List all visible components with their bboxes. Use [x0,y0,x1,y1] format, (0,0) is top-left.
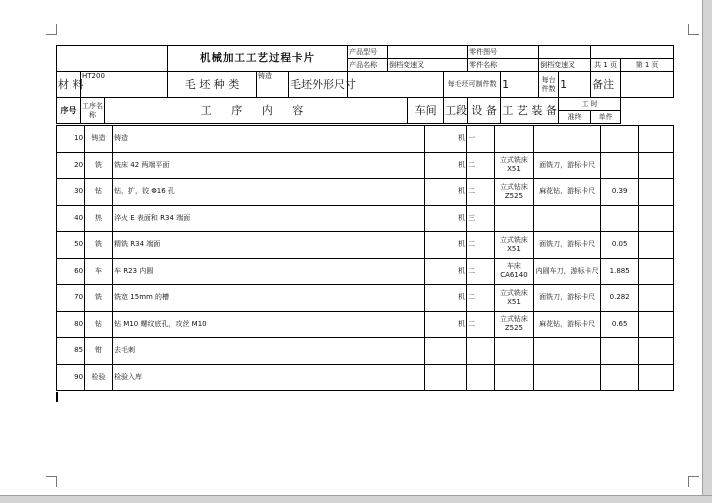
op-prep[interactable]: 0.65 [601,311,638,338]
op-equipment[interactable]: 立式铣床 X51 [495,152,534,179]
op-content[interactable]: 淬火 E 表面和 R34 端面 [113,205,425,232]
total-pages: 共 1 页 [591,59,621,72]
op-prep[interactable]: 0.05 [601,232,638,259]
op-workshop[interactable]: 机 [425,205,467,232]
op-unit[interactable] [638,364,673,391]
col-header-content: 工 序 内 容 [105,98,408,124]
crop-mark-bottom-left [46,476,57,487]
op-name[interactable]: 热 [85,205,113,232]
operation-row [57,205,674,232]
op-seq[interactable]: 40 [57,205,85,232]
op-content[interactable]: 铣床 42 两端平面 [113,152,425,179]
op-section[interactable]: 二 [467,285,495,312]
op-unit[interactable] [638,232,673,259]
horizontal-scrollbar[interactable] [0,495,712,503]
op-equipment[interactable] [495,364,534,391]
product-name-label: 产品名称 [348,59,388,72]
op-workshop[interactable]: 机 [425,258,467,285]
op-equipment[interactable] [495,338,534,365]
op-prep[interactable] [601,152,638,179]
product-model-label: 产品型号 [348,46,388,59]
blank-type-value[interactable]: 铸造 [257,72,289,98]
op-workshop[interactable]: 机 [425,126,467,153]
blank-dims-value[interactable] [348,72,444,98]
op-content[interactable]: 钻 M10 螺纹底孔，攻丝 M10 [113,311,425,338]
op-workshop[interactable]: 机 [425,311,467,338]
operation-row [57,232,674,259]
part-name-label: 零件名称 [468,59,539,72]
op-prep[interactable] [601,338,638,365]
op-content[interactable]: 铣宽 15mm 的槽 [113,285,425,312]
op-content[interactable]: 精铣 R34 端面 [113,232,425,259]
col-header-seq: 序号 [57,98,81,124]
op-tooling[interactable] [533,338,601,365]
crop-mark-top-right [688,24,699,35]
op-content[interactable]: 钻，扩，铰 Φ16 孔 [113,179,425,206]
op-equipment[interactable]: 车床 CA6140 [495,258,534,285]
op-unit[interactable] [638,152,673,179]
op-equipment[interactable] [495,126,534,153]
op-content[interactable]: 车 R23 内圆 [113,258,425,285]
operation-row [57,179,674,206]
op-workshop[interactable]: 机 [425,285,467,312]
op-unit[interactable] [638,285,673,312]
crop-mark-top-left [46,24,57,35]
op-seq[interactable]: 30 [57,179,85,206]
op-workshop[interactable]: 机 [425,232,467,259]
op-prep[interactable] [601,205,638,232]
op-name[interactable]: 钻 [85,179,113,206]
op-seq[interactable]: 70 [57,285,85,312]
op-workshop[interactable]: 机 [425,152,467,179]
operation-row [57,258,674,285]
op-workshop[interactable] [425,338,467,365]
op-seq[interactable]: 90 [57,364,85,391]
col-header-section: 工段 [444,98,468,124]
op-section[interactable]: 二 [467,232,495,259]
blank-dims-label: 毛坯外形尺寸 [289,72,348,98]
product-name-value[interactable]: 倒档变速叉 [388,59,468,72]
op-tooling[interactable]: 面铣刀，游标卡尺 [533,285,601,312]
material-value[interactable]: HT200 [81,72,168,98]
part-drawing-value[interactable] [539,46,591,59]
op-seq[interactable]: 20 [57,152,85,179]
per-blank-value[interactable]: 1 [501,72,539,98]
col-header-equipment: 设 备 [468,98,501,124]
remarks-label: 备注 [591,72,621,98]
process-card-table [56,45,674,124]
text-cursor [56,392,58,402]
op-name[interactable]: 铣 [85,232,113,259]
operation-row [57,126,674,153]
op-content[interactable]: 铸造 [113,126,425,153]
blank-type-label: 毛 坯 种 类 [168,72,257,98]
op-name[interactable]: 铣 [85,285,113,312]
op-equipment[interactable]: 立式铣床 X51 [495,285,534,312]
operation-row [57,338,674,365]
col-header-hours: 工 时 [559,98,621,111]
op-name[interactable]: 铸造 [85,126,113,153]
op-tooling[interactable] [533,205,601,232]
op-unit[interactable] [638,338,673,365]
op-equipment[interactable] [495,205,534,232]
col-header-prep: 准终 [559,111,591,124]
op-name[interactable]: 钳 [85,338,113,365]
op-section[interactable]: 二 [467,152,495,179]
part-drawing-label: 零件图号 [468,46,539,59]
op-seq[interactable]: 50 [57,232,85,259]
card-title: 机械加工工艺过程卡片 [168,46,348,72]
col-header-workshop: 车间 [408,98,444,124]
op-seq[interactable]: 60 [57,258,85,285]
remarks-value[interactable] [621,72,674,98]
col-header-tooling: 工 艺 装 备 [501,98,559,124]
per-blank-label: 每毛坯可制件数 [444,72,501,98]
op-name[interactable]: 车 [85,258,113,285]
op-prep[interactable]: 1.885 [601,258,638,285]
op-seq[interactable]: 10 [57,126,85,153]
op-section[interactable] [467,338,495,365]
col-header-name: 工序名称 [81,98,105,124]
op-name[interactable]: 铣 [85,152,113,179]
op-tooling[interactable] [533,126,601,153]
op-name[interactable]: 钻 [85,311,113,338]
op-section[interactable]: 二 [467,311,495,338]
page-number: 第 1 页 [621,59,674,72]
op-workshop[interactable]: 机 [425,179,467,206]
material-label: 材 料 [57,72,81,98]
op-prep[interactable] [601,126,638,153]
op-workshop[interactable] [425,364,467,391]
op-section[interactable]: 二 [467,258,495,285]
op-section[interactable]: 一 [467,126,495,153]
op-equipment[interactable]: 立式钻床 Z525 [495,179,534,206]
op-prep[interactable]: 0.39 [601,179,638,206]
op-unit[interactable] [638,179,673,206]
op-tooling[interactable]: 麻花钻，游标卡尺 [533,311,601,338]
op-unit[interactable] [638,205,673,232]
op-prep[interactable]: 0.282 [601,285,638,312]
col-header-unit: 单件 [591,111,621,124]
op-section[interactable] [467,364,495,391]
op-tooling[interactable]: 面铣刀，游标卡尺 [533,232,601,259]
operation-row [57,364,674,391]
op-section[interactable]: 二 [467,179,495,206]
operation-row [57,285,674,312]
operation-row [57,152,674,179]
op-tooling[interactable]: 麻花钻，游标卡尺 [533,179,601,206]
crop-mark-bottom-right [688,476,699,487]
op-tooling[interactable]: 内圆车刀，游标卡尺 [533,258,601,285]
operation-row [57,311,674,338]
op-section[interactable]: 三 [467,205,495,232]
product-model-value[interactable] [388,46,468,59]
op-equipment[interactable]: 立式铣床 X51 [495,232,534,259]
per-unit-label: 每台件数 [539,72,559,98]
op-seq[interactable]: 80 [57,311,85,338]
header-blank-left[interactable] [57,46,168,72]
op-content[interactable]: 去毛刺 [113,338,425,365]
op-unit[interactable] [638,311,673,338]
op-seq[interactable]: 85 [57,338,85,365]
op-content[interactable]: 检验入库 [113,364,425,391]
op-tooling[interactable] [533,364,601,391]
per-unit-value[interactable]: 1 [559,72,591,98]
op-equipment[interactable]: 立式钻床 Z525 [495,311,534,338]
header-blank-right[interactable] [591,46,674,59]
op-tooling[interactable]: 面铣刀，游标卡尺 [533,152,601,179]
op-name[interactable]: 检验 [85,364,113,391]
vertical-scrollbar[interactable] [702,0,712,503]
op-unit[interactable] [638,126,673,153]
part-name-value[interactable]: 倒档变速叉 [539,59,591,72]
op-prep[interactable] [601,364,638,391]
op-unit[interactable] [638,258,673,285]
operations-table [56,125,674,391]
